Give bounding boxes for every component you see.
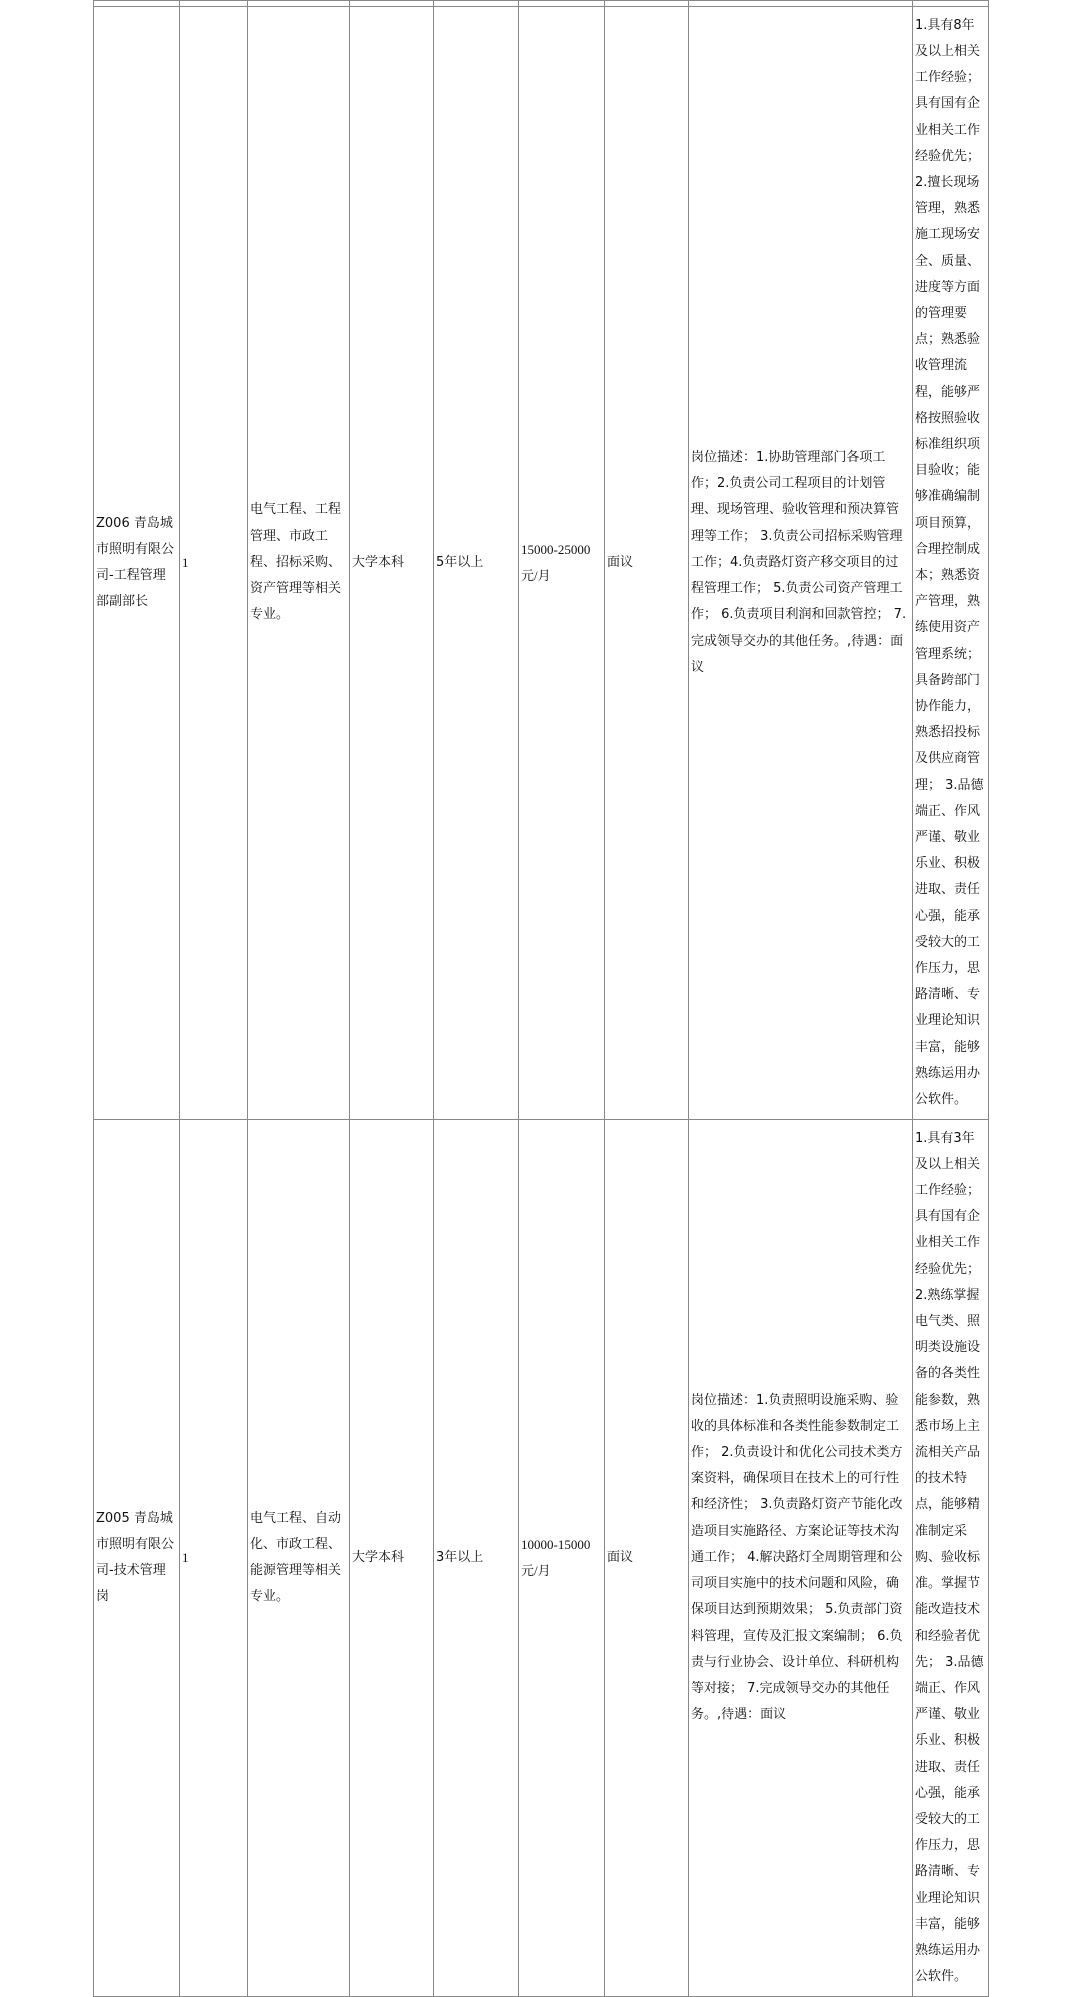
description-cell: 岗位描述：1.协助管理部门各项工作；2.负责公司工程项目的计划管理、现场管理、验收管理和预决算管理等工作； 3.负责公司招标采购管理工作；4.负责路灯资产移交项目的过程管理工作； 5.负责公司资产管理工作； 6.负责项目利润和回款管控； 7.完成领导交办的其他任务。,待遇：面议 [689,7,913,1120]
job-table [93,0,989,1997]
major-cell: 电气工程、工程管理、市政工程、招标采购、资产管理等相关专业。 [248,7,350,1120]
experience-cell: 5年以上 [434,7,519,1120]
requirements-cell: 1.具有8年及以上相关工作经验；具有国有企业相关工作经验优先；2.擅长现场管理，熟悉施工现场安全、质量、进度等方面的管理要点；熟悉验收管理流程，能够严格按照验收标准组织项目验收；能够准确编制项目预算，合理控制成本；熟悉资产管理，熟练使用资产管理系统；具备跨部门协作能力，熟悉招投标及供应商管理； 3.品德端正、作风严谨、敬业乐业、积极进取、责任心强，能承受较大的工作压力，思路清晰、专业理论知识丰富，能够熟练运用办公软件。 [913,7,989,1120]
job-title-cell: Z005 青岛城市照明有限公司-技术管理岗 [94,1120,180,1997]
headcount-cell: 1 [180,7,248,1120]
job-title-cell: Z006 青岛城市照明有限公司-工程管理部副部长 [94,7,180,1120]
job-table-container [93,0,988,1996]
headcount-cell: 1 [180,1120,248,1997]
salary-cell: 15000-25000元/月 [519,7,605,1120]
education-cell: 大学本科 [350,7,434,1120]
salary-cell: 10000-15000元/月 [519,1120,605,1997]
interview-cell: 面议 [605,7,689,1120]
major-cell: 电气工程、自动化、市政工程、能源管理等相关专业。 [248,1120,350,1997]
table-row [94,1120,989,1997]
requirements-cell: 1.具有3年及以上相关工作经验；具有国有企业相关工作经验优先；2.熟练掌握电气类、照明类设施设备的各类性能参数，熟悉市场上主流相关产品的技术特点，能够精准制定采购、验收标准。掌握节能改造技术和经验者优先； 3.品德端正、作风严谨、敬业乐业、积极进取、责任心强，能承受较大的工作压力，思路清晰、专业理论知识丰富，能够熟练运用办公软件。 [913,1120,989,1997]
interview-cell: 面议 [605,1120,689,1997]
experience-cell: 3年以上 [434,1120,519,1997]
description-cell: 岗位描述：1.负责照明设施采购、验收的具体标准和各类性能参数制定工作； 2.负责设计和优化公司技术类方案资料，确保项目在技术上的可行性和经济性； 3.负责路灯资产节能化改造项目实施路径、方案论证等技术沟通工作； 4.解决路灯全周期管理和公司项目实施中的技术问题和风险，确保项目达到预期效果； 5.负责部门资料管理，宣传及汇报文案编制； 6.负责与行业协会、设计单位、科研机构等对接； 7.完成领导交办的其他任务。,待遇：面议 [689,1120,913,1997]
education-cell: 大学本科 [350,1120,434,1997]
table-row [94,7,989,1120]
